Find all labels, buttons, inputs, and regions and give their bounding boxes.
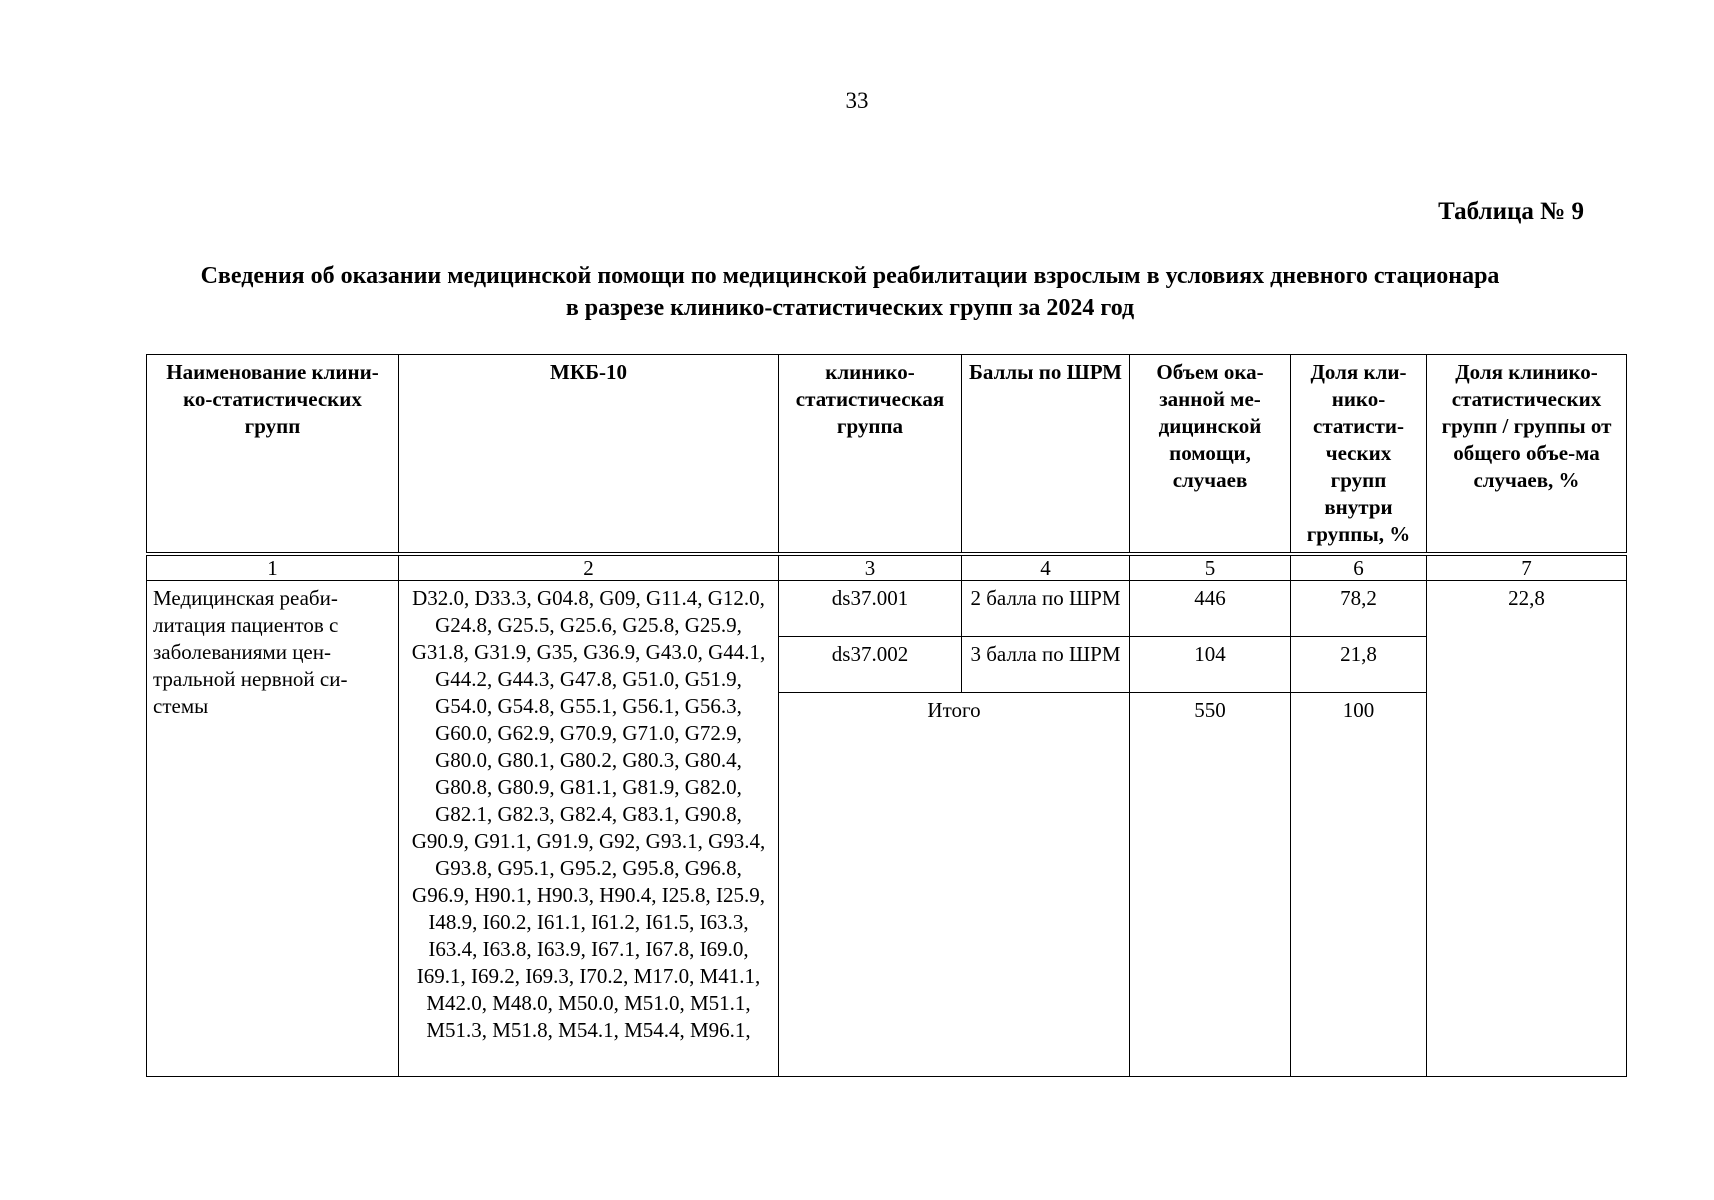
group-name-cell: Медицинская реаби-литация пациентов с заболеваниями цен-тральной нервной си-стемы: [147, 581, 399, 1077]
ksg-code-cell: ds37.001: [779, 581, 962, 637]
column-number: 4: [962, 554, 1130, 581]
column-number: 6: [1291, 554, 1427, 581]
ksg-code-cell: ds37.002: [779, 637, 962, 693]
empty-cell: [1130, 728, 1291, 1077]
column-number: 7: [1427, 554, 1627, 581]
header-share-in-group: Доля кли-нико-статисти-ческих групп внутри группы, %: [1291, 355, 1427, 555]
score-cell: 2 балла по ШРМ: [962, 581, 1130, 637]
empty-cell: [1291, 728, 1427, 1077]
header-ksg: клинико-статистическая группа: [779, 355, 962, 555]
column-number: 3: [779, 554, 962, 581]
title-line-2: в разрезе клинико-статистических групп за 2024 год: [565, 295, 1135, 321]
volume-cell: 446: [1130, 581, 1291, 637]
share-in-group-cell: 21,8: [1291, 637, 1427, 693]
column-number-row: [147, 554, 1627, 581]
share-total-cell: 22,8: [1427, 581, 1627, 1077]
header-score: Баллы по ШРМ: [962, 355, 1130, 555]
document-title: [120, 260, 1580, 324]
icd-codes-cell: D32.0, D33.3, G04.8, G09, G11.4, G12.0, G24.8, G25.5, G25.6, G25.8, G25.9, G31.8, G31.9, G35, G36.9, G43.0, G44.1, G44.2, G44.3, G47.8, G51.0, G51.9, G54.0, G54.8, G55.1, G56.1, G56.3, G60.0, G62.9, G70.9, G71.0, G72.9, G80.0, G80.1, G80.2, G80.3, G80.4, G80.8, G80.9, G81.1, G81.9, G82.0, G82.1, G82.3, G82.4, G83.1, G90.8, G90.9, G91.1, G91.9, G92, G93.1, G93.4, G93.8, G95.1, G95.2, G95.8, G96.8, G96.9, H90.1, H90.3, H90.4, I25.8, I25.9, I48.9, I60.2, I61.1, I61.2, I61.5, I63.3, I63.4, I63.8, I63.9, I67.1, I67.8, I69.0, I69.1, I69.2, I69.3, I70.2, M17.0, M41.1, M42.0, M48.0, M50.0, M51.0, M51.1, M51.3, M51.8, M54.1, M54.4, M96.1,: [399, 581, 779, 1077]
column-number: 1: [147, 554, 399, 581]
header-icd10: МКБ-10: [399, 355, 779, 555]
header-share-total: Доля клинико-статистических групп / группы от общего объе-ма случаев, %: [1427, 355, 1627, 555]
page-number: 33: [845, 88, 869, 113]
header-group-name: Наименование клини-ко-статистических групп: [147, 355, 399, 555]
header-row: [147, 355, 1627, 555]
title-line-1: Сведения об оказании медицинской помощи по медицинской реабилитации взрослым в условиях дневного стационара: [200, 263, 1500, 289]
volume-cell: 104: [1130, 637, 1291, 693]
total-share-cell: 100: [1291, 693, 1427, 729]
table-row: [147, 581, 1627, 637]
table-label: Таблица № 9: [1438, 198, 1584, 225]
share-in-group-cell: 78,2: [1291, 581, 1427, 637]
column-number: 5: [1130, 554, 1291, 581]
empty-cell: [779, 728, 1130, 1077]
header-volume: Объем ока-занной ме-дицинской помощи, случаев: [1130, 355, 1291, 555]
total-label-cell: Итого: [779, 693, 1130, 729]
total-volume-cell: 550: [1130, 693, 1291, 729]
score-cell: 3 балла по ШРМ: [962, 637, 1130, 693]
column-number: 2: [399, 554, 779, 581]
ksg-table: [146, 354, 1627, 1077]
